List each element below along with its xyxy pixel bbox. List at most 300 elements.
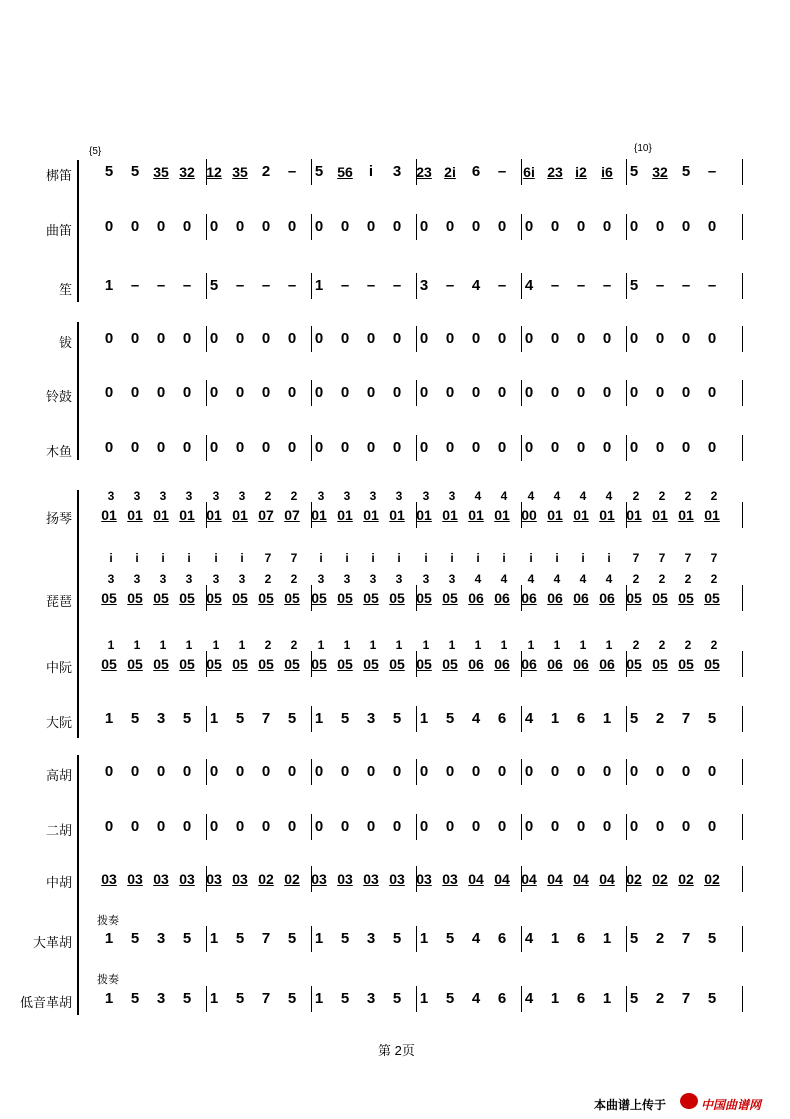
note: 0 [445,384,455,401]
note: 01 [232,507,248,523]
note: 0 [681,763,691,780]
note: 0 [576,763,586,780]
upper-note: 3 [343,572,351,586]
note: 04 [494,871,510,887]
note: 01 [127,507,143,523]
note: 5 [392,930,402,947]
note: 05 [363,656,379,672]
note: 05 [258,656,274,672]
barline [206,326,207,352]
note: 04 [599,871,615,887]
note: 0 [156,384,166,401]
note: 1 [419,710,429,727]
note: – [130,277,140,294]
upper-note: 2 [264,489,272,503]
note: 1 [314,990,324,1007]
barline [416,759,417,785]
barline [521,326,522,352]
barline [311,502,312,528]
upper-note: 1 [474,638,482,652]
note: 0 [602,763,612,780]
note: 05 [626,590,642,606]
note: 5 [629,930,639,947]
note: 0 [497,330,507,347]
note: 5 [130,710,140,727]
group-bracket [77,322,79,460]
note: 02 [704,871,720,887]
instrument-name: 梆笛 [45,168,72,183]
note: 0 [287,218,297,235]
note: 05 [337,590,353,606]
barline [521,706,522,732]
note: – [340,277,350,294]
note: – [287,163,297,180]
instrument-name: 大阮 [45,715,72,730]
note: 05 [206,590,222,606]
note: 0 [419,439,429,456]
barline [311,380,312,406]
upper-note: 1 [605,638,613,652]
note: 03 [442,871,458,887]
note: 0 [366,439,376,456]
note: 5 [130,930,140,947]
barline [742,986,743,1012]
upper-note: 3 [395,572,403,586]
upper-note: 2 [290,572,298,586]
note: 0 [445,330,455,347]
note: 0 [681,218,691,235]
barline [742,866,743,892]
upper-note: 1 [238,638,246,652]
upper-note: 3 [159,489,167,503]
note: 02 [258,871,274,887]
note: 5 [314,163,324,180]
upper-note: 3 [185,489,193,503]
barline [521,380,522,406]
barline [206,435,207,461]
upper-note-2: 7 [632,551,640,565]
upper-note: 1 [343,638,351,652]
note: 0 [340,439,350,456]
note: 32 [179,164,195,180]
note: 05 [258,590,274,606]
note: 5 [445,710,455,727]
note: 0 [156,439,166,456]
barline [416,214,417,240]
note: 5 [707,710,717,727]
note: 6 [497,930,507,947]
barline [311,214,312,240]
note: 6 [497,990,507,1007]
note: 4 [524,710,534,727]
note: – [602,277,612,294]
note: 23 [416,164,432,180]
note: 5 [104,163,114,180]
note: – [707,163,717,180]
note: 0 [419,818,429,835]
barline [742,435,743,461]
note: 5 [340,930,350,947]
note: 05 [284,590,300,606]
note: 05 [652,590,668,606]
barline [742,814,743,840]
barline [521,435,522,461]
note: 0 [314,763,324,780]
note: 0 [445,218,455,235]
note: 01 [206,507,222,523]
note: 01 [652,507,668,523]
note: 1 [314,277,324,294]
barline [416,273,417,299]
note: 0 [235,218,245,235]
note: 0 [497,439,507,456]
note: 05 [206,656,222,672]
upper-note: 2 [684,638,692,652]
note: 0 [707,439,717,456]
note: 0 [261,330,271,347]
note: 0 [471,384,481,401]
instrument-name: 中阮 [45,660,72,675]
note: 0 [182,218,192,235]
barline [206,273,207,299]
note: 06 [468,590,484,606]
note: 06 [521,656,537,672]
barline [206,585,207,611]
upper-note: 1 [133,638,141,652]
upper-note: 1 [448,638,456,652]
upper-note-2: i [555,551,559,565]
note: 05 [179,656,195,672]
instrument-name: 琵琶 [45,594,72,609]
upper-note: 1 [579,638,587,652]
barline [742,585,743,611]
upper-note: 4 [527,572,535,586]
note: 0 [130,330,140,347]
note: 0 [524,218,534,235]
barline [416,986,417,1012]
barline [206,651,207,677]
barline [311,866,312,892]
note: 0 [130,384,140,401]
note: 01 [678,507,694,523]
upper-note: 2 [658,572,666,586]
note: 05 [337,656,353,672]
note: 1 [104,930,114,947]
note: 0 [261,818,271,835]
note: 0 [707,384,717,401]
note: 0 [209,218,219,235]
note: 0 [681,818,691,835]
note: 5 [287,710,297,727]
note: 5 [629,163,639,180]
note: 0 [314,384,324,401]
barline [521,585,522,611]
note: 2 [655,710,665,727]
upper-note: 3 [107,572,115,586]
note: 05 [311,656,327,672]
note: 0 [392,439,402,456]
note: 05 [389,590,405,606]
note: 0 [392,384,402,401]
note: 2i [444,164,456,180]
barline [521,651,522,677]
note: 01 [573,507,589,523]
note: 07 [284,507,300,523]
note: 04 [573,871,589,887]
note: 0 [182,384,192,401]
note: 0 [629,818,639,835]
upper-note: 3 [185,572,193,586]
note: 0 [655,218,665,235]
note: 0 [366,330,376,347]
barline [742,759,743,785]
note: 0 [707,330,717,347]
note: – [287,277,297,294]
note: 4 [471,930,481,947]
note: 05 [311,590,327,606]
note: 3 [156,990,166,1007]
barline [206,502,207,528]
note: 0 [366,818,376,835]
note: 3 [366,990,376,1007]
rehearsal-mark-10: {10} [634,143,652,154]
note: 0 [182,763,192,780]
note: 0 [707,218,717,235]
barline [206,159,207,185]
note: 0 [235,330,245,347]
barline [206,866,207,892]
barline [311,986,312,1012]
upper-note-2: 7 [290,551,298,565]
upper-note: 4 [527,489,535,503]
barline [416,866,417,892]
technique-label: 拨奏 [97,974,119,986]
note: 1 [550,710,560,727]
upper-note-2: i [371,551,375,565]
note: 5 [445,990,455,1007]
barline [521,502,522,528]
upper-note-2: i [319,551,323,565]
note: 03 [311,871,327,887]
upper-note: 3 [317,489,325,503]
note: 0 [287,384,297,401]
barline [742,651,743,677]
upper-note-2: i [581,551,585,565]
note: 01 [101,507,117,523]
note: 0 [681,330,691,347]
note: – [182,277,192,294]
note: 4 [524,930,534,947]
note: 0 [550,330,560,347]
upper-note: 3 [422,489,430,503]
note: 0 [287,763,297,780]
note: 0 [209,439,219,456]
upper-note: 2 [684,489,692,503]
note: 05 [678,656,694,672]
barline [416,435,417,461]
note: 05 [101,590,117,606]
note: 4 [471,277,481,294]
note: 0 [419,384,429,401]
upper-note: 3 [448,489,456,503]
note: 0 [130,763,140,780]
note: 0 [314,330,324,347]
technique-label: 拨奏 [97,915,119,927]
instrument-name: 中胡 [45,875,72,890]
note: – [235,277,245,294]
upper-note: 3 [159,572,167,586]
note: 1 [104,277,114,294]
upper-note: 4 [605,489,613,503]
note: 5 [235,990,245,1007]
note: 0 [602,818,612,835]
note: 02 [626,871,642,887]
note: 0 [340,818,350,835]
note: 0 [602,218,612,235]
note: 0 [576,439,586,456]
note: 05 [101,656,117,672]
note: 0 [235,439,245,456]
upper-note: 2 [290,638,298,652]
note: 0 [366,763,376,780]
note: 0 [629,384,639,401]
note: 0 [524,330,534,347]
note: 0 [524,384,534,401]
note: 1 [550,930,560,947]
note: 0 [655,330,665,347]
note: 3 [156,710,166,727]
upper-note-2: i [240,551,244,565]
barline [626,159,627,185]
instrument-name: 笙 [58,282,72,297]
note: 0 [392,218,402,235]
note: – [445,277,455,294]
note: 23 [547,164,563,180]
upper-note: 2 [710,489,718,503]
note: 0 [261,763,271,780]
upload-text: 本曲谱上传于 [594,1098,667,1112]
note: 35 [153,164,169,180]
note: 05 [232,656,248,672]
note: 07 [258,507,274,523]
note: 01 [704,507,720,523]
barline [521,214,522,240]
upper-note: 4 [500,572,508,586]
upper-note-2: i [607,551,611,565]
instrument-name: 高胡 [45,768,72,783]
note: 0 [419,330,429,347]
note: 3 [366,930,376,947]
page-number: 第 2页 [378,1043,415,1058]
barline [626,585,627,611]
barline [311,651,312,677]
upper-note-2: 7 [658,551,666,565]
note: 0 [235,384,245,401]
note: 0 [209,330,219,347]
note: 0 [287,439,297,456]
barline [521,926,522,952]
note: 1 [104,990,114,1007]
note: 0 [314,218,324,235]
note: 05 [652,656,668,672]
note: 06 [468,656,484,672]
note: 0 [392,763,402,780]
upper-note: 4 [579,572,587,586]
note: 3 [366,710,376,727]
note: i2 [575,164,587,180]
upper-note-2: 7 [264,551,272,565]
note: 0 [104,384,114,401]
note: 2 [655,930,665,947]
note: 5 [445,930,455,947]
instrument-name: 钹 [58,335,72,350]
note: 0 [261,218,271,235]
note: – [392,277,402,294]
upper-note: 3 [369,489,377,503]
note: 0 [287,330,297,347]
barline [626,759,627,785]
note: 01 [494,507,510,523]
note: 0 [156,330,166,347]
note: 05 [363,590,379,606]
note: 03 [101,871,117,887]
note: 04 [468,871,484,887]
upper-note: 3 [238,572,246,586]
barline [521,759,522,785]
note: i6 [601,164,613,180]
upper-note: 1 [395,638,403,652]
upper-note-2: i [476,551,480,565]
note: 0 [130,818,140,835]
note: 5 [130,163,140,180]
instrument-name: 曲笛 [45,223,72,238]
note: 0 [629,218,639,235]
barline [206,214,207,240]
note: 0 [182,439,192,456]
note: 2 [261,163,271,180]
note: 01 [547,507,563,523]
note: 06 [521,590,537,606]
note: 5 [707,990,717,1007]
barline [521,159,522,185]
note: 0 [576,330,586,347]
note: 0 [209,818,219,835]
upper-note: 3 [343,489,351,503]
note: 01 [626,507,642,523]
note: 5 [287,930,297,947]
note: 0 [707,763,717,780]
instrument-name: 二胡 [45,823,72,838]
barline [626,926,627,952]
note: 0 [524,763,534,780]
upper-note: 3 [212,489,220,503]
upper-note: 1 [369,638,377,652]
upper-note: 4 [553,572,561,586]
note: 0 [419,218,429,235]
note: – [497,163,507,180]
note: – [550,277,560,294]
upper-note: 2 [290,489,298,503]
barline [311,435,312,461]
group-bracket [77,160,79,302]
barline [742,502,743,528]
note: 05 [678,590,694,606]
note: 0 [576,818,586,835]
barline [742,926,743,952]
note: 5 [287,990,297,1007]
note: 5 [392,710,402,727]
note: 05 [127,590,143,606]
